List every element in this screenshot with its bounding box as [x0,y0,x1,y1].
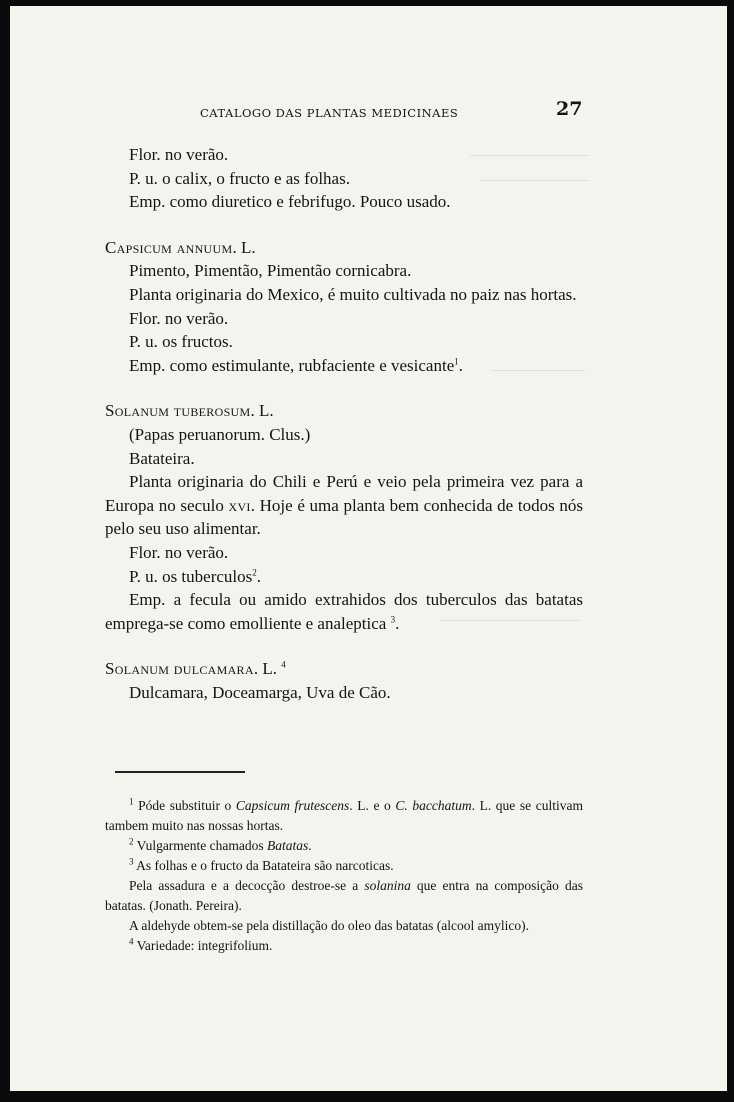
footnote-ref: 1 [454,356,459,367]
origin-paragraph: Planta originaria do Mexico, é muito cultivada no paiz nas hortas. [129,284,577,304]
species-name: Capsicum annuum [105,237,233,257]
footnote-3-continued: A aldehyde obtem-se pela distillação do oleo das batatas (alcool amylico). [129,918,529,933]
parts-used-line: P. u. os fructos. [129,332,233,352]
origin-paragraph: Planta originaria do Chili e Perú e veio pela primeira vez para a Europa no seculo xvi. Hoje é uma planta bem conhecida de todos nós pelo seu uso alimentar. [105,472,583,539]
parts-used-line: P. u. os tuberculos$^2$. [129,566,261,586]
species-heading-tuberosum [105,399,583,423]
footnote-rule [115,771,245,773]
footnote-ref: 2 [252,566,257,577]
page-header [10,98,727,128]
text-line: Emp. como diuretico e febrifugo. Pouco usado. [129,192,451,212]
page-number: 27 [556,98,583,120]
species-author: . L. [232,237,256,257]
common-names: Dulcamara, Doceamarga, Uva de Cão. [129,682,391,702]
flowering-line: Flor. no verão. [129,308,229,328]
uses-paragraph: Emp. a fecula ou amido extrahidos dos tuberculos das batatas emprega-se como emolliente e analeptica $^3$. [105,590,583,633]
footnote-3-continued: Pela assadura e a decocção destroe-se a solanina que entra na composição das batatas. (Jonath. Pereira). [105,878,583,913]
footnote-1: $^1$ Póde substituir o Capsicum frutescens. L. e o C. bacchatum. L. que se cultivam tambem muito nas nossas hortas. [105,796,583,833]
species-author: . L. [253,659,277,679]
footnote-ref: 3 [390,614,396,625]
book-page [10,6,727,1091]
common-names: Batateira. [129,448,195,468]
species-name: Solanum dulcamara [105,659,254,679]
footnotes [105,796,583,956]
footnote-ref: 4 [281,659,286,670]
species-name: Solanum tuberosum [105,401,251,421]
text-line: Flor. no verão. [129,145,229,164]
main-text [105,143,583,704]
flowering-line: Flor. no verão. [129,542,229,562]
common-names: Pimento, Pimentão, Pimentão cornicabra. [129,261,412,281]
species-heading-capsicum [105,236,583,260]
species-heading-dulcamara [105,657,583,681]
text-line: P. u. o calix, o fructo e as folhas. [129,168,350,188]
footnote-2: $^2$ Vulgarmente chamados Batatas. [129,836,312,853]
species-author: . L. [250,401,274,421]
uses-line: Emp. como estimulante, rubfaciente e vesicante$^1$. [129,355,463,375]
footnote-3: $^3$ As folhas e o fructo da Batateira são narcoticas. [129,856,394,873]
running-title: CATALOGO DAS PLANTAS MEDICINAES [200,106,459,120]
footnote-4: $^4$ Variedade: integrifolium. [129,936,273,953]
synonym-line: (Papas peruanorum. Clus.) [129,424,311,444]
